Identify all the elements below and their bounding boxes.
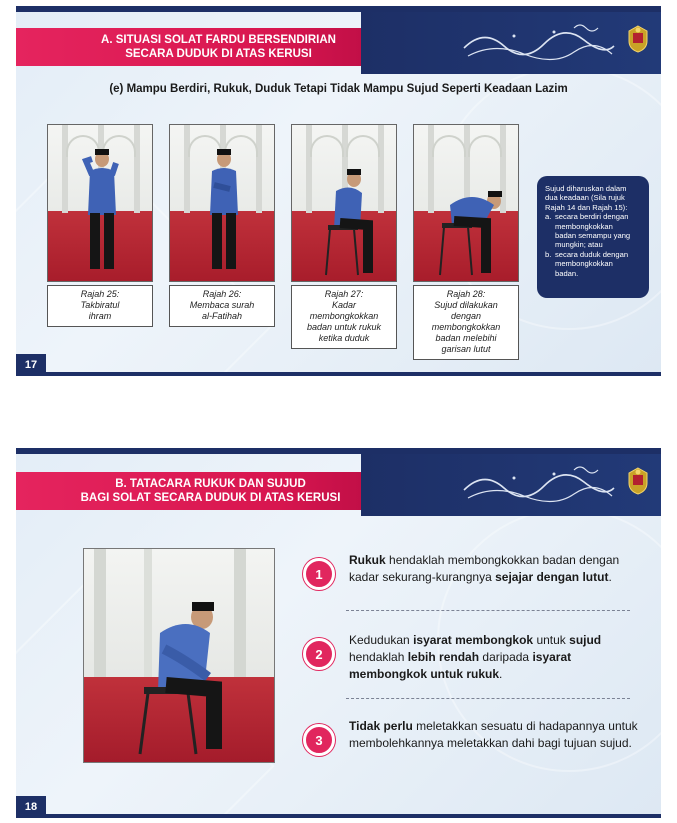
info-item-b: b. secara duduk dengan membongkokkan badan. xyxy=(545,249,629,278)
section-title xyxy=(16,28,361,66)
step-1 xyxy=(303,552,639,590)
slide-18 xyxy=(16,448,661,818)
dashed-divider xyxy=(346,698,630,699)
bottom-bar xyxy=(16,814,661,818)
photo-rajah-28 xyxy=(413,124,519,282)
bottom-bar xyxy=(16,372,661,376)
caption-rajah-26: Rajah 26: Membaca surah al-Fatihah xyxy=(169,285,275,327)
page-number: 18 xyxy=(16,796,46,818)
person-standing-figure xyxy=(200,145,250,275)
title-line: BAGI SOLAT SECARA DUDUK DI ATAS KERUSI xyxy=(80,492,341,504)
photo-seated-rukuk xyxy=(83,548,275,763)
caption-rajah-28: Rajah 28: Sujud dilakukan dengan membongkokkan badan melebihi garisan lutut xyxy=(413,285,519,360)
dashed-divider xyxy=(346,610,630,611)
info-item-a: a. secara berdiri dengan membongkokkan badan semampu yang mungkin; atau xyxy=(545,212,631,250)
title-line: A. SITUASI SOLAT FARDU BERSENDIRIAN xyxy=(101,34,336,46)
step-number-badge: 2 xyxy=(303,638,335,670)
caption-rajah-27: Rajah 27: Kadar membongkokkan badan untuk rukuk ketika duduk xyxy=(291,285,397,349)
step-number-badge: 3 xyxy=(303,724,335,756)
step-2 xyxy=(303,632,639,683)
malaysia-coat-of-arms-icon xyxy=(625,466,651,496)
photo-rajah-26 xyxy=(169,124,275,282)
step-text: Kedudukan isyarat membongkok untuk sujud hendaklah lebih rendah daripada isyarat membongkok untuk rukuk. xyxy=(349,633,602,681)
step-text: Tidak perlu meletakkan sesuatu di hadapannya untuk membolehkannya meletakkan dahi bagi tujuan sujud. xyxy=(349,719,638,750)
person-standing-figure xyxy=(78,145,128,275)
title-line: SECARA DUDUK DI ATAS KERUSI xyxy=(125,48,312,60)
slide-17 xyxy=(16,6,661,376)
title-line: B. TATACARA RUKUK DAN SUJUD xyxy=(115,478,306,490)
step-3 xyxy=(303,718,639,756)
malaysia-coat-of-arms-icon xyxy=(625,24,651,54)
step-number-badge: 1 xyxy=(303,558,335,590)
subheading: (e) Mampu Berdiri, Rukuk, Duduk Tetapi Tidak Mampu Sujud Seperti Keadaan Lazim xyxy=(109,83,568,95)
person-seated-prostrating-figure xyxy=(432,175,517,280)
photo-rajah-27 xyxy=(291,124,397,282)
caption-rajah-25: Rajah 25: Takbiratul ihram xyxy=(47,285,153,327)
step-text: Rukuk hendaklah membongkokkan badan dengan kadar sekurang-kurangnya sejajar dengan lutut. xyxy=(349,553,620,584)
photo-rajah-25 xyxy=(47,124,153,282)
info-box: Sujud diharuskan dalam dua keadaan (Sila rujuk Rajah 14 dan Rajah 15): a. secara berdiri dengan membongkokkan badan semampu yang mungkin; atau b. secara duduk dengan membongkokkan badan. xyxy=(537,176,649,298)
page-number: 17 xyxy=(16,354,46,376)
jakim-calligraphy-logo xyxy=(454,18,622,66)
person-seated-bowing-figure xyxy=(310,165,390,280)
jakim-calligraphy-logo xyxy=(454,460,622,508)
section-title xyxy=(16,472,361,510)
person-seated-bowing-figure xyxy=(124,589,244,759)
